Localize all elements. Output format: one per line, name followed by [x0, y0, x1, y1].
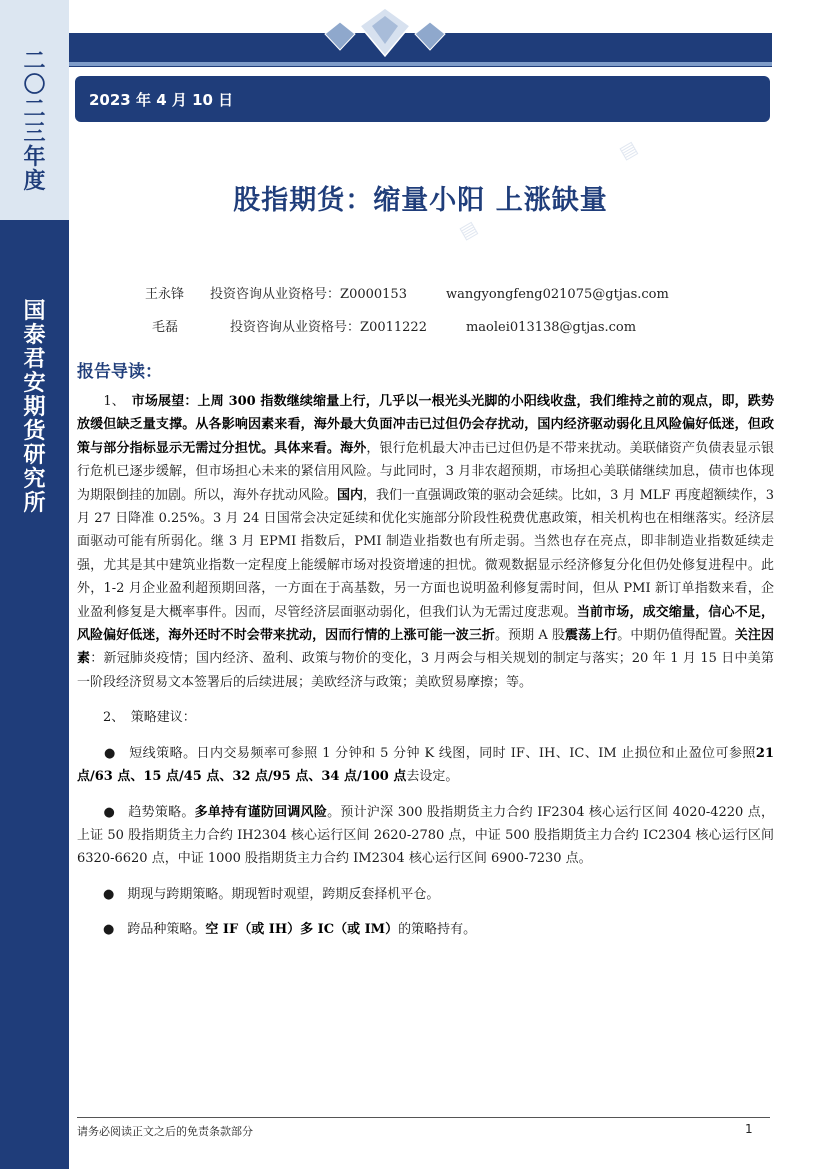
strategy-cross-product: ● 跨品种策略。空 IF（或 IH）多 IC（或 IM）的策略持有。 — [103, 922, 477, 938]
diamond-logo-icon — [320, 4, 450, 59]
header-stripe-accent — [69, 62, 772, 66]
page-title: 股指期货：缩量小阳 上涨缺量 — [233, 185, 608, 216]
watermark-icon: ▤ — [615, 137, 642, 164]
sidebar-org: 国 泰 君 安 期 货 研 究 所 — [23, 299, 46, 516]
section-heading: 报告导读： — [77, 362, 162, 382]
report-body — [77, 390, 774, 954]
bullet-icon: ● — [103, 922, 115, 938]
paragraph-market-outlook: 1、 市场展望：上周 300 指数继续缩量上行，几乎以一根光头光脚的小阳线收盘，我们维持之前的观点，即，跌势放缓但缺乏量支撑。从各影响因素来看，海外最大负面冲击已过但仍会存扰动，国内经济驱动弱化且风险偏好低迷，但政策与部分指标显示无需过分担忧。具体来看。海外，银行危机最大冲击已过但仍是不带来扰动。美联储资产负债表显示银行危机已逐步缓解，但市场担心未来的紧信用风险。与此同时，3 月非农超预期，市场担心美联储继续加息，债市也体现为期限倒挂的加剧。所以，海外存扰动风险。国内，我们一直强调政策的驱动会延续。比如，3 月 MLF 再度超额续作，3 月 27 日降准 0.25%。3 月 24 日国常会决定延续和优化实施部分阶段性税费优惠政策，相关机构也在相继落实。经济层面驱动可能有所弱化。继 3 月 EPMI 指数后，PMI 制造业指数也有所走弱。当然也存在亮点，即非制造业指数延续走强，尤其是其中建筑业指数一定程度上能缓解市场对投资增速的担忧。微观数据显示经济修复分化但仍处修复进程中。此外，1-2 月企业盈利超预期回落，一方面在于高基数，另一方面也说明盈利修复需时间，但从 PMI 新订单指数来看，企业盈利修复是大概率事件。因而，尽管经济层面驱动弱化，但我们认为无需过度悲观。当前市场，成交缩量，信心不足，风险偏好低迷，海外还时不时会带来扰动，因而行情的上涨可能一波三折。预期 A 股震荡上行。中期仍值得配置。关注因素：新冠肺炎疫情；国内经济、盈利、政策与物价的变化，3 月两会与相关规划的制定与落实；20 年 1 月 15 日中美第一阶段经济贸易文本签署后的后续进展；美欧经济与政策；美欧贸易摩擦；等。 — [77, 394, 774, 690]
paragraph-strategy-heading: 2、 策略建议： — [103, 710, 196, 726]
author-cert: 投资咨询从业资格号：Z0011222 — [230, 320, 427, 335]
bullet-icon: ● — [103, 745, 116, 761]
author-name: 毛磊 — [152, 320, 179, 335]
strategy-spot-futures: ● 期现与跨期策略。期现暂时观望，跨期反套择机平仓。 — [103, 886, 440, 902]
report-date: 2023 年 4 月 10 日 — [89, 91, 234, 109]
footer-disclaimer-note: 请务必阅读正文之后的免责条款部分 — [77, 1125, 253, 1138]
bullet-icon: ● — [103, 804, 116, 820]
author-line-2 — [152, 316, 636, 335]
page-number: 1 — [745, 1122, 753, 1136]
sidebar-year: 二 〇 二 三 年 度 — [23, 49, 46, 194]
watermark-icon: ▤ — [455, 217, 482, 244]
footer-divider — [77, 1117, 770, 1118]
bullet-icon: ● — [103, 886, 115, 902]
strategy-short-term: ● 短线策略。日内交易频率可参照 1 分钟和 5 分钟 K 线图，同时 IF、IH、IC、IM 止损位和止盈位可参照21 点/63 点、15 点/45 点、32 点/95 点、34 点/100 点去设定。 — [77, 745, 774, 785]
author-email: maolei013138@gtjas.com — [465, 320, 637, 335]
strategy-trend: ● 趋势策略。多单持有谨防回调风险。预计沪深 300 股指期货主力合约 IF2304 核心运行区间 4020-4220 点，上证 50 股指期货主力合约 IH2304 核心运行区间 2620-2780 点，中证 500 股指期货主力合约 IC2304 核心运行区间 6320-6620 点，中证 1000 股指期货主力合约 IM2304 核心运行区间 6900-7230 点。 — [77, 804, 774, 867]
author-email: wangyongfeng021075@gtjas.com — [445, 287, 669, 302]
sidebar — [0, 0, 69, 1169]
date-bar — [75, 76, 770, 122]
author-line-1 — [145, 283, 669, 302]
author-name: 王永锋 — [145, 287, 185, 302]
author-cert: 投资咨询从业资格号：Z0000153 — [210, 287, 407, 302]
